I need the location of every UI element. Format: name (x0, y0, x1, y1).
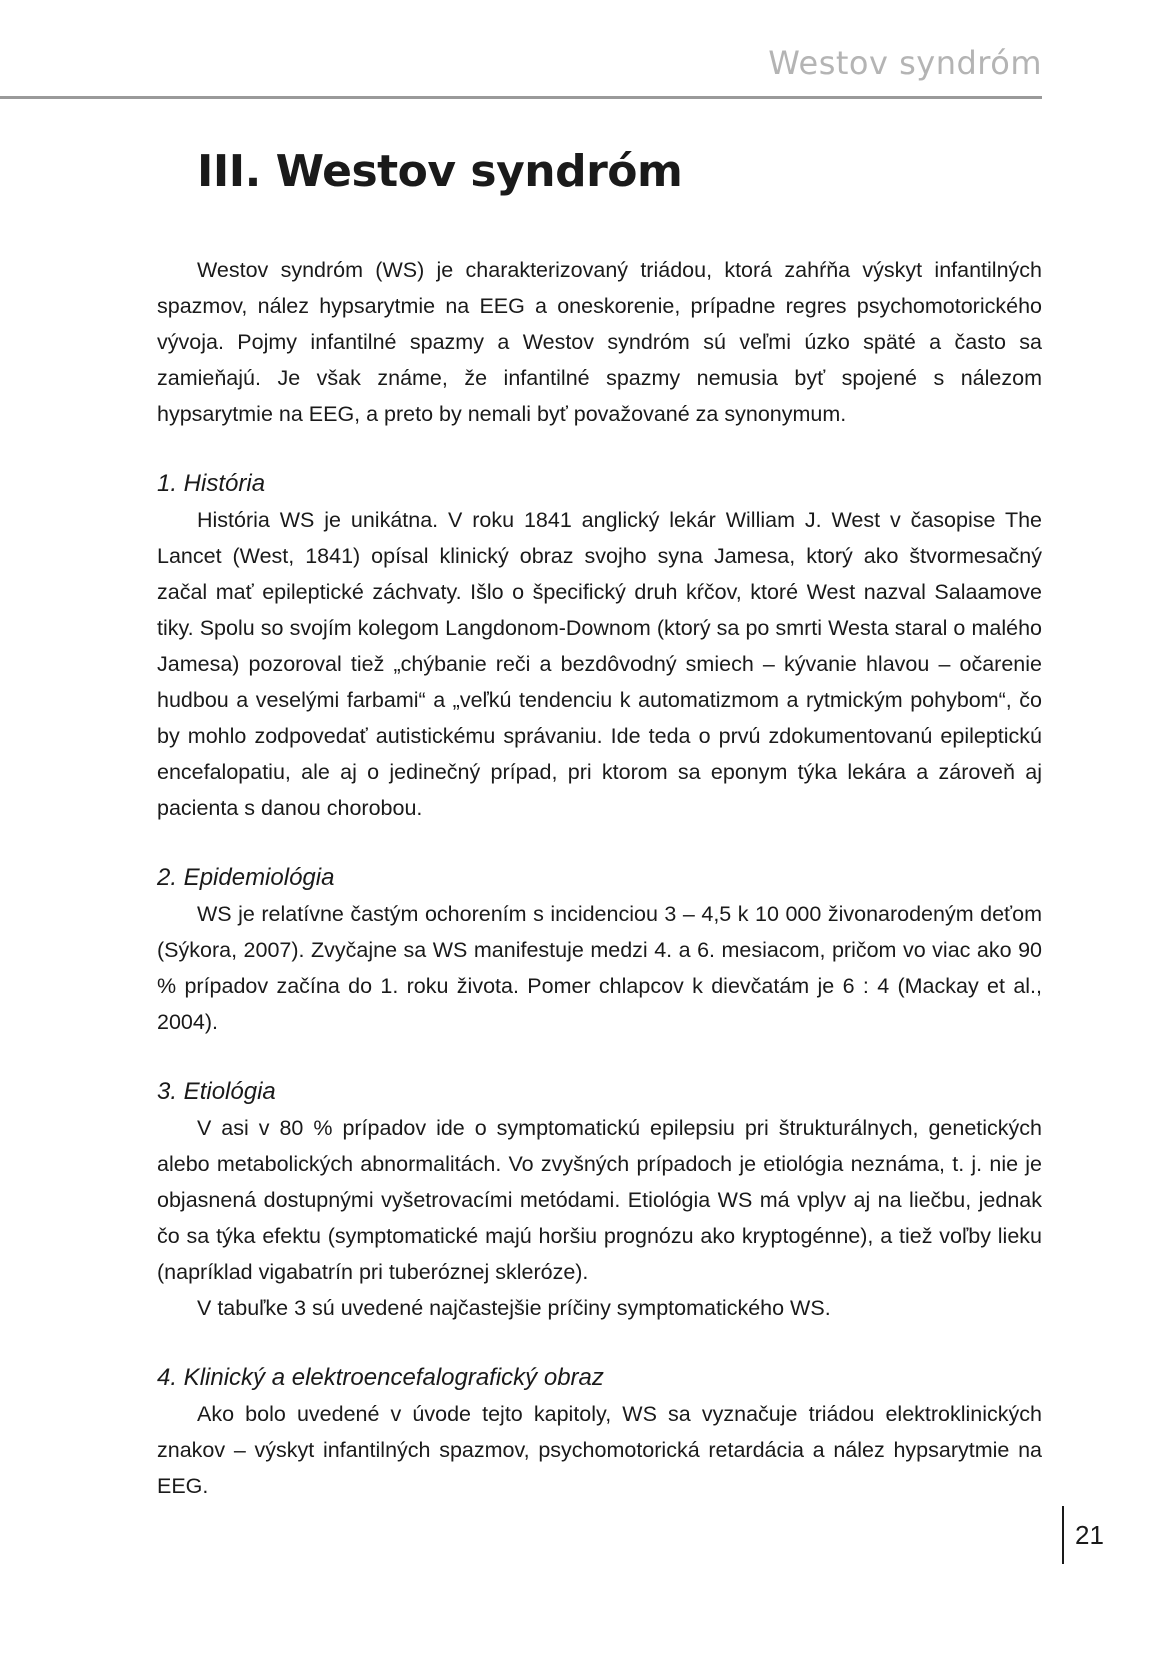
page-number-rule (1062, 1506, 1064, 1564)
chapter-title: III. Westov syndróm (197, 146, 683, 197)
paragraph-etiologia-2: V tabuľke 3 sú uvedené najčastejšie príčiny symptomatického WS. (197, 1296, 831, 1320)
header-rule (0, 96, 1042, 99)
section-heading-etiologia: 3. Etiológia (157, 1078, 276, 1105)
body-text (157, 252, 1042, 1504)
paragraph-klinicky-obraz: Ako bolo uvedené v úvode tejto kapitoly, WS sa vyznačuje triádou elektroklinických znakov – výskyt infantilných spazmov, psychomotorická retardácia a nález hypsarytmie na EEG. (157, 1402, 1042, 1498)
section-heading-klinicky-obraz: 4. Klinický a elektroencefalografický obraz (157, 1364, 604, 1391)
running-header: Westov syndróm (768, 44, 1042, 82)
paragraph-historia: História WS je unikátna. V roku 1841 anglický lekár William J. West v časopise The Lancet (West, 1841) opísal klinický obraz svojho syna Jamesa, ktorý ako štvormesačný začal mať epileptické záchvaty. Išlo o špecifický druh kŕčov, ktoré West nazval Salaamove tiky. Spolu so svojím kolegom Langdonom-Downom (ktorý sa po smrti Westa staral o malého Jamesa) pozoroval tiež „chýbanie reči a bezdôvodný smiech – kývanie hlavou – očarenie hudbou a veselými farbami“ a „veľkú tendenciu k automatizmom a rytmickým pohybom“, čo by mohlo zodpovedať autistickému správaniu. Ide teda o prvú zdokumentovanú epileptickú encefalopatiu, ale aj o jedinečný prípad, pri ktorom sa eponym týka lekára a zároveň aj pacienta s danou chorobou. (157, 508, 1042, 820)
paragraph-epidemiologia: WS je relatívne častým ochorením s incidenciou 3 – 4,5 k 10 000 živonarodeným deťom (Sýkora, 2007). Zvyčajne sa WS manifestuje medzi 4. a 6. mesiacom, pričom vo viac ako 90 % prípadov začína do 1. roku života. Pomer chlapcov k dievčatám je 6 : 4 (Mackay et al., 2004). (157, 902, 1042, 1034)
intro-paragraph: Westov syndróm (WS) je charakterizovaný triádou, ktorá zahŕňa výskyt infantilných spazmov, nález hypsarytmie na EEG a oneskorenie, prípadne regres psychomotorického vývoja. Pojmy infantilné spazmy a Westov syndróm sú veľmi úzko späté a často sa zamieňajú. Je však známe, že infantilné spazmy nemusia byť spojené s nálezom hypsarytmie na EEG, a preto by nemali byť považované za synonymum. (157, 258, 1042, 426)
page-number: 21 (1075, 1520, 1104, 1550)
paragraph-etiologia-1: V asi v 80 % prípadov ide o symptomatickú epilepsiu pri štrukturálnych, genetických alebo metabolických abnormalitách. Vo zvyšných prípadoch je etiológia neznáma, t. j. nie je objasnená dostupnými vyšetrovacími metódami. Etiológia WS má vplyv aj na liečbu, jednak čo sa týka efektu (symptomatické majú horšiu prognózu ako kryptogénne), a tiež voľby lieku (napríklad vigabatrín pri tuberóznej skleróze). (157, 1116, 1042, 1284)
section-heading-historia: 1. História (157, 470, 266, 497)
section-heading-epidemiologia: 2. Epidemiológia (157, 864, 335, 891)
